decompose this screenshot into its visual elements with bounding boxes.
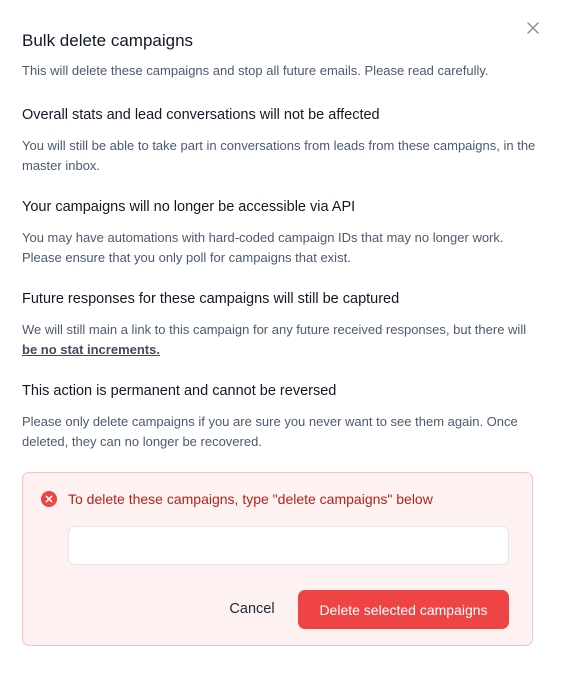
section-heading: Future responses for these campaigns will still be captured — [22, 291, 400, 307]
delete-confirmation-panel — [22, 472, 533, 646]
section-future-responses — [22, 290, 537, 360]
section-body: You may have automations with hard-coded campaign IDs that may no longer work. Please ensure that you only poll for campaigns that exist. — [22, 230, 504, 265]
cancel-button[interactable]: Cancel — [216, 590, 288, 628]
section-permanent-action — [22, 382, 537, 452]
modal-subtitle: This will delete these campaigns and stop all future emails. Please read carefully. — [22, 63, 489, 78]
close-icon — [525, 20, 541, 36]
no-stat-increments-emphasis: be no stat increments. — [22, 342, 160, 357]
section-body-text: We will still main a link to this campaign for any future received responses, but there will — [22, 322, 527, 337]
section-stats-unaffected — [22, 106, 537, 176]
section-heading: Overall stats and lead conversations will not be affected — [22, 107, 380, 123]
modal-title: Bulk delete campaigns — [22, 31, 194, 50]
confirmation-prompt: To delete these campaigns, type "delete campaigns" below — [68, 491, 433, 507]
confirmation-input[interactable] — [68, 526, 509, 565]
close-button[interactable] — [525, 20, 541, 36]
section-heading: This action is permanent and cannot be reversed — [22, 383, 337, 399]
section-body: You will still be able to take part in conversations from leads from these campaigns, in the master inbox. — [22, 138, 536, 173]
delete-selected-campaigns-button[interactable]: Delete selected campaigns — [298, 590, 509, 629]
section-heading: Your campaigns will no longer be accessible via API — [22, 199, 356, 215]
x-circle-icon — [41, 491, 57, 507]
section-body: Please only delete campaigns if you are sure you never want to see them again. Once deleted, they can no longer be recovered. — [22, 414, 518, 449]
section-body — [22, 320, 537, 360]
section-api-access — [22, 198, 537, 268]
